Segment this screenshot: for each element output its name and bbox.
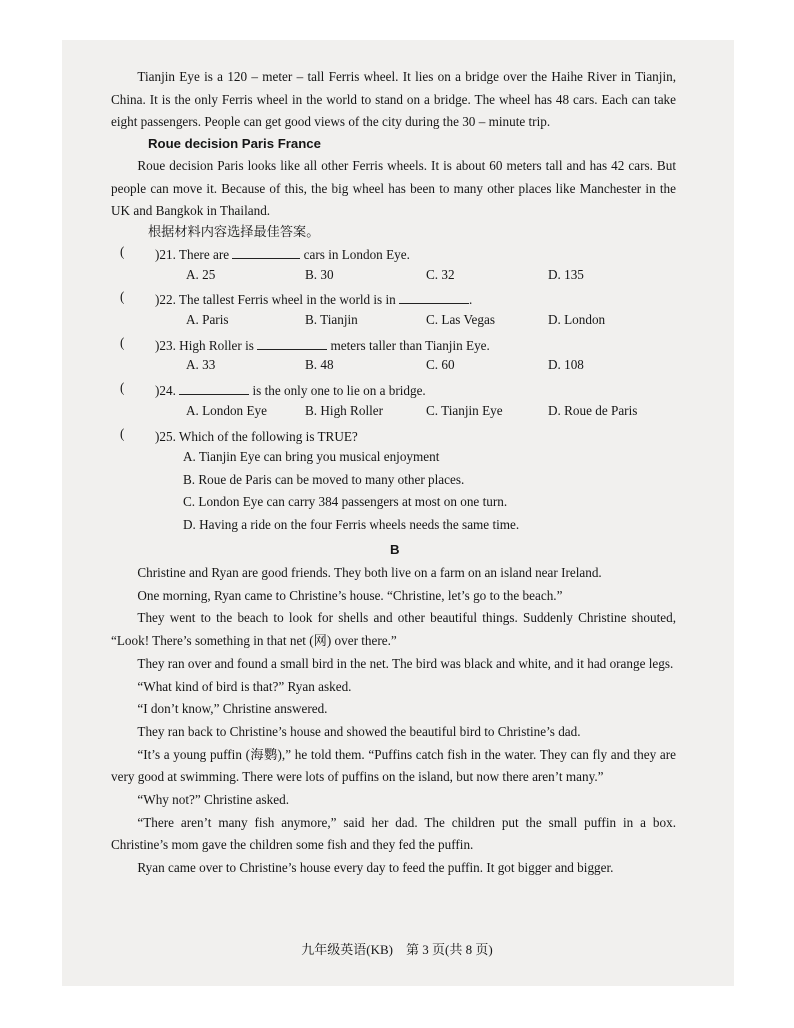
blank-24 bbox=[179, 382, 249, 395]
blank-21 bbox=[232, 246, 300, 259]
option-24-a[interactable]: A. London Eye bbox=[186, 403, 267, 418]
option-25-d[interactable]: D. Having a ride on the four Ferris wheels needs the same time. bbox=[183, 517, 520, 532]
question-21-tail: cars in London Eye. bbox=[303, 247, 410, 262]
passage-b-paragraph: “There aren’t many fish anymore,” said her dad. The children put the small puffin in a box. Christine’s mom gave the children some fish and they fed the puffin. bbox=[111, 814, 676, 853]
question-23 bbox=[155, 335, 490, 357]
option-23-a[interactable]: A. 33 bbox=[186, 357, 216, 372]
question-22-stem: )22. The tallest Ferris wheel in the world is in bbox=[155, 292, 396, 307]
passage-b-paragraph: Ryan came over to Christine’s house every day to feed the puffin. It got bigger and bigger. bbox=[137, 860, 614, 876]
passage-b-heading: B bbox=[390, 542, 400, 557]
passage-b-paragraph: “I don’t know,” Christine answered. bbox=[137, 701, 328, 717]
roue-heading: Roue decision Paris France bbox=[148, 136, 321, 151]
passage-b-paragraph: One morning, Ryan came to Christine’s house. “Christine, let’s go to the beach.” bbox=[137, 587, 563, 603]
option-24-b[interactable]: B. High Roller bbox=[305, 403, 384, 418]
answer-bracket-21[interactable]: ( bbox=[120, 244, 125, 259]
option-25-c[interactable]: C. London Eye can carry 384 passengers at most on one turn. bbox=[183, 494, 508, 509]
passage-b-paragraph: “What kind of bird is that?” Ryan asked. bbox=[137, 678, 352, 694]
question-25-stem: )25. Which of the following is TRUE? bbox=[155, 429, 358, 444]
question-21 bbox=[155, 244, 410, 266]
option-21-b[interactable]: B. 30 bbox=[305, 267, 334, 282]
answer-bracket-24[interactable]: ( bbox=[120, 380, 125, 395]
page-footer: 九年级英语(KB) 第 3 页(共 8 页) bbox=[301, 942, 493, 957]
question-22-tail: . bbox=[469, 292, 473, 307]
option-24-d[interactable]: D. Roue de Paris bbox=[548, 403, 638, 418]
question-23-tail: meters taller than Tianjin Eye. bbox=[330, 338, 490, 353]
passage-b-paragraph: They ran back to Christine’s house and showed the beautiful bird to Christine’s dad. bbox=[137, 723, 581, 739]
option-24-c[interactable]: C. Tianjin Eye bbox=[426, 403, 503, 418]
roue-paragraph: Roue decision Paris looks like all other Ferris wheels. It is about 60 meters tall and has 42 cars. But people can move it. Because of this, the big wheel has been to many other places like Manchester in the UK and Bangkok in Thailand. bbox=[111, 158, 676, 219]
passage-b-paragraph: “Why not?” Christine asked. bbox=[137, 792, 290, 808]
option-21-c[interactable]: C. 32 bbox=[426, 267, 455, 282]
answer-bracket-22[interactable]: ( bbox=[120, 289, 125, 304]
question-24 bbox=[155, 380, 426, 402]
question-21-stem: )21. There are bbox=[155, 247, 230, 262]
question-24-tail: is the only one to lie on a bridge. bbox=[252, 383, 426, 398]
blank-22 bbox=[399, 291, 469, 304]
question-22 bbox=[155, 289, 472, 311]
passage-b-body bbox=[111, 562, 676, 880]
instruction: 根据材料内容选择最佳答案。 bbox=[148, 224, 320, 239]
answer-bracket-25[interactable]: ( bbox=[120, 426, 125, 441]
tianjin-eye-paragraph: Tianjin Eye is a 120 – meter – tall Ferris wheel. It lies on a bridge over the Haihe River in Tianjin, China. It is the only Ferris wheel in the world to stand on a bridge. The wheel has 48 cars. Each can take eight passengers. People can get good views of the city during the 30 – minute trip. bbox=[111, 69, 676, 130]
passage-b-paragraph: Christine and Ryan are good friends. They both live on a farm on an island near Ireland. bbox=[137, 565, 602, 580]
passage-b-paragraph: They ran over and found a small bird in the net. The bird was black and white, and it had orange legs. bbox=[137, 655, 674, 671]
option-21-a[interactable]: A. 25 bbox=[186, 267, 216, 282]
option-21-d[interactable]: D. 135 bbox=[548, 267, 584, 282]
option-23-c[interactable]: C. 60 bbox=[426, 357, 455, 372]
blank-23 bbox=[257, 337, 327, 350]
passage-b-paragraph: They went to the beach to look for shells and other beautiful things. Suddenly Christine shouted, “Look! There’s something in that net (网) over there.” bbox=[111, 610, 676, 649]
option-22-d[interactable]: D. London bbox=[548, 312, 606, 327]
answer-bracket-23[interactable]: ( bbox=[120, 335, 125, 350]
option-22-b[interactable]: B. Tianjin bbox=[305, 312, 358, 327]
question-24-stem: )24. bbox=[155, 383, 176, 398]
option-23-d[interactable]: D. 108 bbox=[548, 357, 584, 372]
option-22-c[interactable]: C. Las Vegas bbox=[426, 312, 495, 327]
question-23-stem: )23. High Roller is bbox=[155, 338, 254, 353]
option-25-b[interactable]: B. Roue de Paris can be moved to many other places. bbox=[183, 472, 465, 487]
option-23-b[interactable]: B. 48 bbox=[305, 357, 334, 372]
option-25-a[interactable]: A. Tianjin Eye can bring you musical enjoyment bbox=[183, 449, 440, 464]
option-22-a[interactable]: A. Paris bbox=[186, 312, 229, 327]
passage-b-paragraph: “It’s a young puffin (海鹦),” he told them. “Puffins catch fish in the water. They can fly and they are very good at swimming. There were lots of puffins on the island, but now there aren’t many.” bbox=[111, 746, 676, 785]
